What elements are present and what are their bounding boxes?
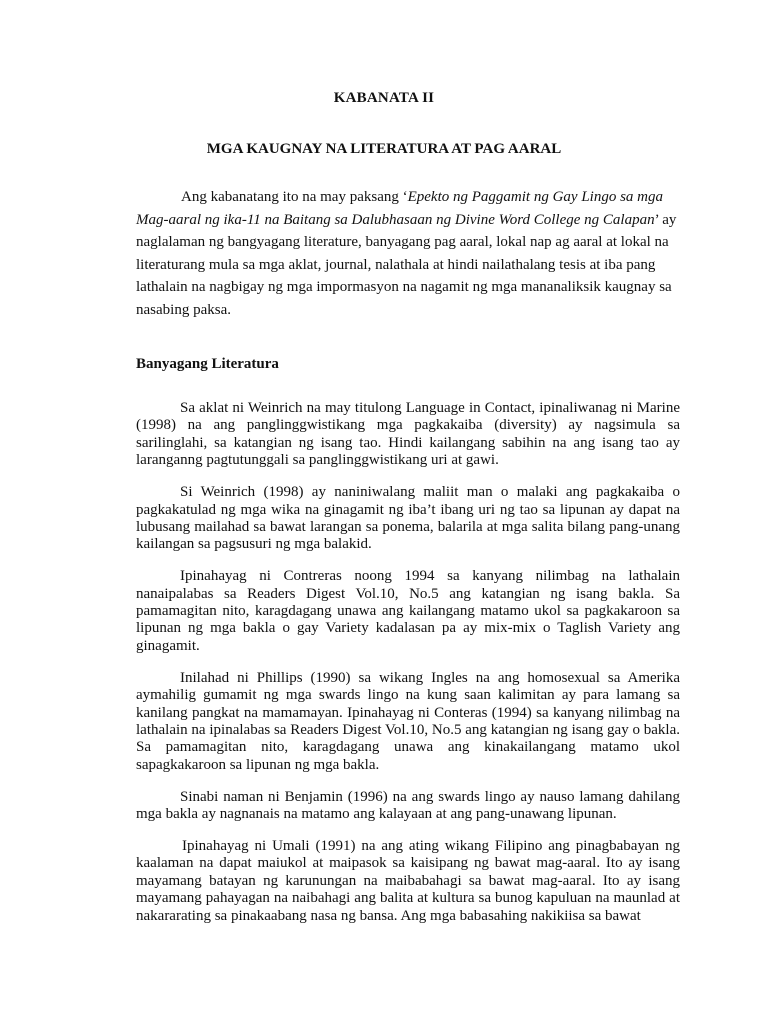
paragraph-umali: Ipinahayag ni Umali (1991) na ang ating wikang Filipino ang pinagbabayan ng kaalaman na dapat maiukol at maipasok sa kaisipang ng bawat mag-aaral. Ito ay isang mayamang batayan ng karunungan na maibabahagi sa bawat mag-aaral. Ito ay isang mayamang pahayagan na naibahagi ang balita at kultura sa bunog kapuluan na maunlad at nakararating sa pinakaabang nasa ng bansa. Ang mga babasahing nakikiisa sa bawat (136, 838, 680, 924)
intro-lead-text: Ang kabanatang ito na may paksang ‘ (181, 189, 408, 205)
study-title-italic: Epekto ng Paggamit ng Gay Lingo sa mga Mag-aaral ng ika-11 na Baitang sa Dalubhasaan ng Divine Word College ng Calapan (136, 189, 664, 228)
intro-rest-text: ’ ay naglalaman ng bangyagang literature, banyagang pag aaral, lokal nap ag aaral at lokal na literaturang mula sa mga aklat, journal, nalathala at hindi nailathalang tesis at iba pang lathalain na nagbigay ng mga impormasyon na nagamit ng mga mananaliksik kaugnay sa nasabing paksa. (136, 211, 677, 318)
paragraph-phillips: Inilahad ni Phillips (1990) sa wikang Ingles na ang homosexual sa Amerika aymahilig gumamit ng mga swards lingo na kung saan kalimitan ay para lamang sa kanilang pangkat na mamamayan. Ipinahayag ni Conteras (1994) sa kanyang nilimbag na lathalain na ipinalabas sa Readers Digest Vol.10, No.5 ang katangian ng isang gay o bakla. Sa pamamagitan nito, karagdagang unawa ang kinakailangang matamo ukol sapagkakaroon sa lipunan ng mga bakla. (136, 669, 680, 773)
body-text (136, 400, 680, 925)
section-heading: Banyagang Literatura (136, 356, 279, 372)
paragraph-weinrich-1998: Si Weinrich (1998) ay naniniwalang maliit man o malaki ang pagkakaiba o pagkakatulad ng mga wika na ginagamit ng iba’t ibang uri ng tao sa lipunan ay dapat na lubusang mailahad sa bawat larangan sa ponema, balarila at mga salita bilang pang-unang kailangan sa pagsusuri ng mga balakid. (136, 484, 680, 553)
chapter-title: MGA KAUGNAY NA LITERATURA AT PAG AARAL (206, 141, 562, 157)
paragraph-weinrich-marine: Sa aklat ni Weinrich na may titulong Language in Contact, ipinaliwanag ni Marine (1998) na ang panglinggwistikang mga pagkakaiba (diversity) ay nagsimula sa sarilinglahi, sa katangian ng isang tao. Hindi kailangang sabihin na ang isang tao ay laranganng pagtutunggali sa panglinggwistikang uri at gawi. (136, 400, 680, 469)
intro-paragraph (136, 186, 680, 322)
paragraph-benjamin: Sinabi naman ni Benjamin (1996) na ang swards lingo ay nauso lamang dahilang mga bakla ay nagnanais na matamo ang kalayaan at ang pang-unawang lipunan. (136, 788, 680, 823)
chapter-number: KABANATA II (333, 90, 435, 106)
paragraph-contreras: Ipinahayag ni Contreras noong 1994 sa kanyang nilimbag na lathalain nanaipalabas sa Readers Digest Vol.10, No.5 ang katangian ng isang bakla. Sa pamamagitan nito, karagdagang unawa ang kailangang matamo ukol sa pagkakaroon sa lipunan ng mga bakla o gay Variety kadalasan pa ay mix-mix o Taglish Variety ang ginagamit. (136, 568, 680, 654)
